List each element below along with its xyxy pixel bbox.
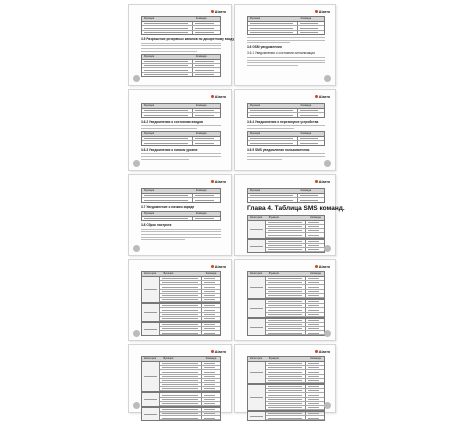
category-group [247, 276, 325, 299]
category-group [141, 361, 221, 392]
brand-logo [211, 94, 226, 99]
col-function-label: Функция [144, 211, 155, 215]
section-heading: 3.6.4 Уведомления о перезапуске устройства [247, 119, 319, 124]
col-function-label: Функция [268, 357, 279, 360]
col-command-label: Команда [300, 17, 312, 20]
text-line [141, 159, 189, 160]
col-function-label: Функция [144, 104, 155, 107]
command-table [141, 54, 221, 78]
brand-name: Alarm [214, 349, 226, 354]
brand-logo [211, 264, 226, 269]
manual-page-2 [234, 4, 336, 86]
col-function-label: Функция [163, 272, 174, 275]
table-row [142, 198, 220, 201]
table-row [160, 416, 220, 420]
col-command-label: Команда [310, 357, 321, 360]
section-heading: 3.6.3 Уведомления о низком уровне [141, 147, 198, 152]
section-heading: 3.8 Сброс настроек [141, 223, 172, 228]
brand-logo [315, 179, 330, 184]
table-row [248, 198, 324, 201]
section-heading: 3.6 GSM уведомления [247, 45, 282, 50]
page-number-badge [324, 402, 331, 409]
table-row [248, 113, 324, 116]
col-function-label: Функция [144, 189, 155, 192]
brand-logo [211, 349, 226, 354]
brand-logo [315, 94, 330, 99]
col-command-label: Команда [195, 54, 207, 58]
col-command-label: Команда [195, 189, 207, 192]
logo-icon [315, 10, 318, 13]
col-command-label: Команда [195, 131, 207, 135]
page-content [141, 356, 221, 421]
page-number-badge [133, 75, 140, 82]
table-row [266, 233, 324, 237]
col-category-label: Категория [144, 272, 157, 275]
manual-page-9 [128, 344, 232, 413]
category-group [247, 384, 325, 411]
brand-name: Alarm [214, 9, 226, 14]
text-line [141, 229, 221, 230]
text-line [141, 156, 221, 157]
text-line [141, 128, 197, 129]
page-number-badge [133, 160, 140, 167]
category-group [247, 239, 325, 254]
col-category-label: Категория [250, 215, 263, 219]
section-heading: 3.6.5 SMS уведомления пользователям [247, 147, 310, 152]
text-line [141, 237, 221, 238]
page-content [141, 271, 221, 336]
text-line [247, 57, 325, 58]
col-command-label: Команда [300, 131, 312, 135]
table-row [142, 141, 220, 144]
logo-icon [211, 95, 214, 98]
text-line [247, 37, 325, 38]
table-row [160, 331, 220, 335]
manual-page-5 [128, 174, 232, 256]
subsection-heading: 3.6.1 Уведомления о состоянии сигнализации [247, 51, 315, 56]
table-header [141, 271, 221, 276]
page-content [141, 101, 221, 162]
table-row [160, 298, 220, 302]
category-group [247, 318, 325, 337]
logo-icon [211, 180, 214, 183]
brand-logo [211, 9, 226, 14]
text-line [247, 128, 294, 129]
category-group [247, 361, 325, 384]
page-number-badge [133, 402, 140, 409]
table-row [160, 317, 220, 321]
table-header [141, 356, 221, 361]
col-category-label: Категория [144, 357, 157, 360]
brand-logo [315, 264, 330, 269]
command-table [247, 188, 325, 203]
brand-name: Alarm [318, 94, 330, 99]
table-row [266, 294, 324, 298]
text-line [247, 65, 298, 66]
manual-page-1 [128, 4, 235, 86]
category-group [141, 392, 221, 407]
category-group [247, 220, 325, 239]
table-row [142, 217, 220, 220]
page-content [247, 16, 325, 68]
text-line [247, 62, 325, 63]
brand-name: Alarm [318, 9, 330, 14]
section-heading: 3.5 Разрешение резервных каналов по дискретному входу [141, 37, 235, 42]
page-number-badge [133, 245, 140, 252]
table-row [160, 387, 220, 391]
table-row [142, 31, 220, 34]
col-command-label: Команда [205, 272, 217, 275]
brand-name: Alarm [214, 179, 226, 184]
text-line [247, 40, 325, 41]
col-function-label: Функция [250, 104, 261, 107]
section-heading: 3.7 Уведомление о низком заряде [141, 204, 195, 209]
col-category-label: Категория [250, 357, 263, 360]
category-group [141, 407, 221, 421]
table-row [266, 248, 324, 252]
col-function-label: Функция [144, 131, 155, 135]
table-row [266, 406, 324, 410]
command-table [141, 16, 221, 35]
text-line [141, 48, 221, 49]
text-line [141, 125, 221, 126]
category-group [141, 276, 221, 303]
text-line [141, 43, 221, 44]
col-command-label: Команда [195, 211, 207, 215]
col-function-label: Функция [163, 357, 174, 360]
table-header [247, 215, 325, 220]
category-group [141, 322, 221, 337]
manual-page-10 [234, 344, 336, 413]
col-command-label: Команда [300, 189, 312, 192]
brand-logo [211, 179, 226, 184]
col-command-label: Команда [195, 17, 207, 20]
col-function-label: Функция [144, 54, 155, 58]
manual-page-4 [234, 89, 336, 171]
command-table [141, 103, 221, 118]
manual-page-7 [128, 259, 232, 341]
table-row [248, 31, 324, 34]
text-line [141, 153, 221, 154]
table-header [247, 271, 325, 276]
table-row [160, 402, 220, 406]
text-line [141, 234, 221, 235]
text-line [141, 45, 221, 46]
col-function-label: Функция [268, 215, 279, 219]
table-row [266, 331, 324, 335]
table-row [142, 73, 220, 76]
chapter-heading: Глава 4. Таблица SMS команд. [247, 204, 345, 212]
page-content [247, 101, 325, 162]
table-row [266, 379, 324, 383]
brand-logo [315, 349, 330, 354]
text-line [247, 159, 282, 160]
brand-name: Alarm [318, 349, 330, 354]
brand-name: Alarm [318, 179, 330, 184]
table-header [247, 356, 325, 361]
text-line [141, 231, 221, 232]
page-number-badge [324, 330, 331, 337]
page-content [247, 271, 325, 336]
logo-icon [211, 265, 214, 268]
logo-icon [315, 95, 318, 98]
page-number-badge [324, 245, 331, 252]
brand-logo [315, 9, 330, 14]
command-table [141, 211, 221, 221]
brand-name: Alarm [318, 264, 330, 269]
col-command-label: Команда [205, 357, 217, 360]
page-number-badge [133, 330, 140, 337]
page-content [141, 16, 235, 79]
text-line [141, 51, 197, 52]
col-command-label: Команда [195, 104, 207, 107]
brand-name: Alarm [214, 264, 226, 269]
text-line [247, 153, 325, 154]
page-number-badge [324, 160, 331, 167]
text-line [141, 239, 185, 240]
col-command-label: Команда [310, 272, 321, 275]
col-function-label: Функция [250, 131, 261, 135]
table-row [266, 416, 324, 420]
category-group [247, 299, 325, 318]
logo-icon [211, 350, 214, 353]
command-table [247, 103, 325, 118]
table-row [248, 141, 324, 144]
section-heading: 3.6.2 Уведомления о состоянии входов [141, 119, 203, 124]
col-command-label: Команда [300, 104, 312, 107]
command-table [141, 188, 221, 203]
table-row [142, 113, 220, 116]
manual-page-3 [128, 89, 232, 171]
logo-icon [315, 265, 318, 268]
col-command-label: Команда [310, 215, 321, 219]
category-group [141, 303, 221, 322]
page-content [247, 186, 345, 253]
text-line [247, 156, 325, 157]
manual-page-6 [234, 174, 345, 256]
page-content [141, 186, 221, 242]
logo-icon [211, 10, 214, 13]
col-function-label: Функция [250, 17, 261, 20]
page-content [247, 356, 325, 421]
col-category-label: Категория [250, 272, 263, 275]
col-function-label: Функция [144, 17, 155, 20]
page-number-badge [324, 75, 331, 82]
logo-icon [315, 180, 318, 183]
text-line [247, 125, 325, 126]
logo-icon [315, 350, 318, 353]
command-table [247, 131, 325, 146]
brand-name: Alarm [214, 94, 226, 99]
category-group [247, 411, 325, 421]
manual-page-8 [234, 259, 336, 341]
col-function-label: Функция [268, 272, 279, 275]
table-row [266, 313, 324, 317]
command-table [247, 16, 325, 35]
text-line [247, 60, 325, 61]
col-function-label: Функция [250, 189, 261, 192]
text-line [247, 42, 290, 43]
command-table [141, 131, 221, 146]
